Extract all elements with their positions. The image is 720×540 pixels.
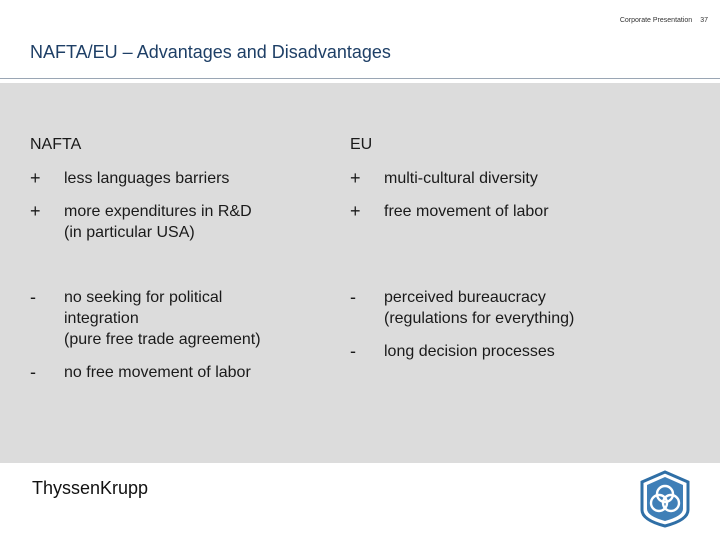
title-divider <box>0 78 720 79</box>
eu-item-text: multi-cultural diversity <box>384 170 538 187</box>
eu-column <box>350 136 650 362</box>
page-title: NAFTA/EU – Advantages and Disadvantages <box>30 42 391 62</box>
nafta-heading: NAFTA <box>30 136 82 153</box>
nafta-item-text: no free movement of labor <box>64 364 251 381</box>
minus-sign: - <box>30 362 36 382</box>
nafta-column <box>30 136 330 383</box>
eu-item-advantage <box>350 168 650 189</box>
plus-sign: + <box>350 168 361 188</box>
plus-sign: + <box>30 201 41 221</box>
brand-name: ThyssenKrupp <box>32 478 149 498</box>
page-number: 37 <box>700 17 708 24</box>
minus-sign: - <box>350 287 356 307</box>
minus-sign: - <box>30 287 36 307</box>
section-label: Corporate Presentation <box>619 17 693 24</box>
eu-item-advantage <box>350 201 650 222</box>
nafta-item-text: no seeking for political integration (pure free trade agreement) <box>64 289 261 348</box>
minus-sign: - <box>350 341 356 361</box>
nafta-item-text: more expenditures in R&D (in particular USA) <box>64 203 252 241</box>
nafta-item-advantage <box>30 168 330 189</box>
plus-sign: + <box>350 201 361 221</box>
eu-item-disadvantage <box>350 341 650 362</box>
eu-item-disadvantage <box>350 287 650 329</box>
thyssenkrupp-rings-icon <box>636 470 694 528</box>
plus-sign: + <box>30 168 41 188</box>
eu-heading: EU <box>350 136 373 153</box>
nafta-item-disadvantage <box>30 287 330 350</box>
header-meta <box>620 17 708 24</box>
nafta-item-disadvantage <box>30 362 330 383</box>
eu-item-text: perceived bureaucracy (regulations for everything) <box>384 289 575 327</box>
nafta-item-advantage <box>30 201 330 243</box>
nafta-item-text: less languages barriers <box>64 170 230 187</box>
eu-item-text: free movement of labor <box>384 203 549 220</box>
eu-item-text: long decision processes <box>384 343 555 360</box>
